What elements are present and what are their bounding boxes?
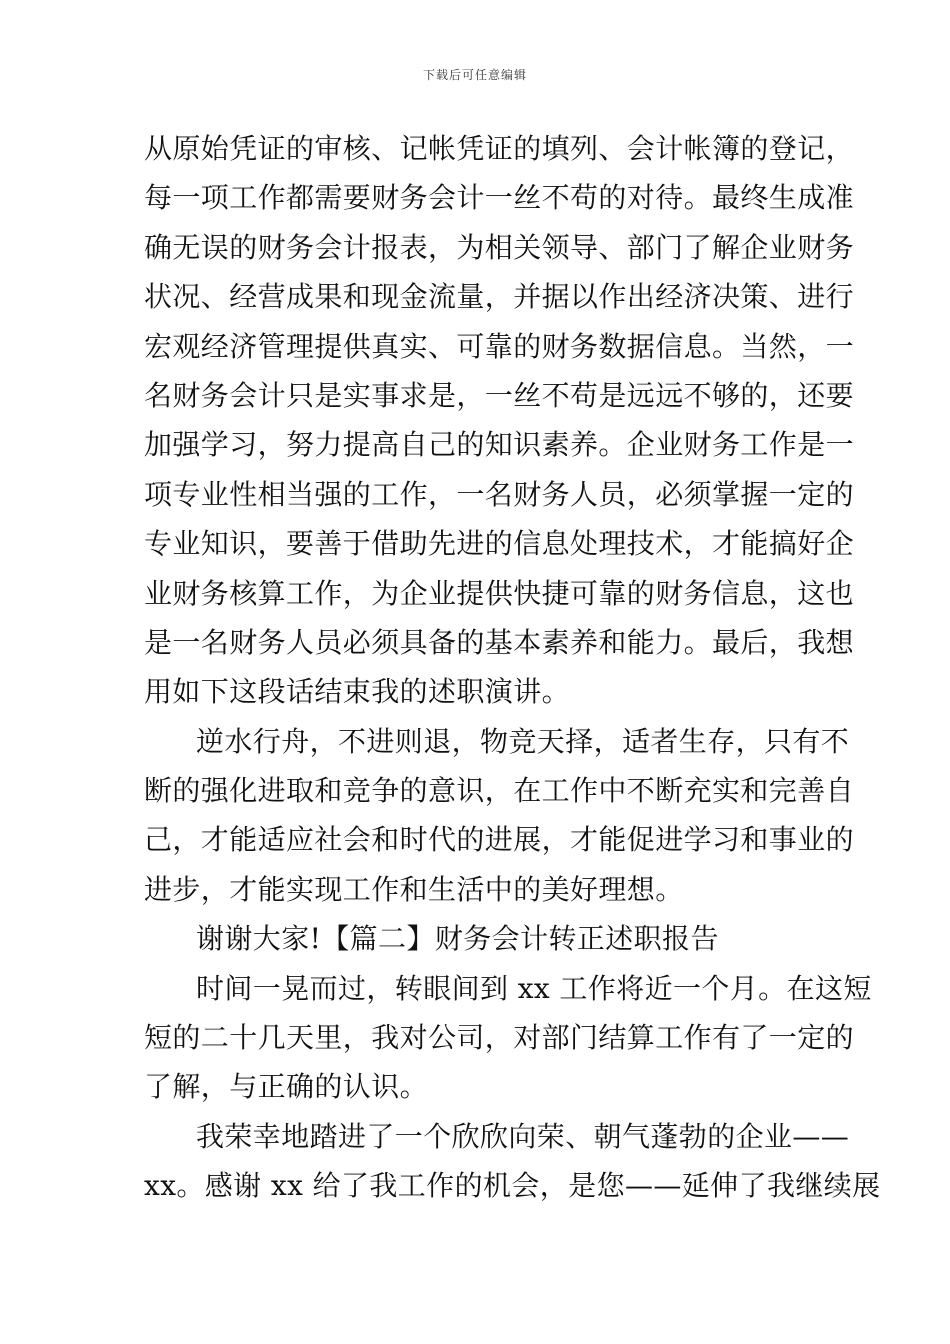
- text-line: 进步，才能实现工作和生活中的美好理想。: [144, 872, 684, 906]
- text-line: 己，才能适应社会和时代的进展，才能促进学习和事业的: [144, 823, 855, 857]
- text-line: 项专业性相当强的工作，一名财务人员，必须掌握一定的: [144, 477, 855, 511]
- text-line: 从原始凭证的审核、记帐凭证的填列、会计帐簿的登记，: [144, 132, 855, 165]
- section-heading-line: 谢谢大家!【篇二】财务会计转正述职报告: [196, 922, 719, 956]
- paragraph-start-line: 我荣幸地踏进了一个欣欣向荣、朝气蓬勃的企业——: [196, 1119, 850, 1153]
- text-line: 加强学习，努力提高自己的知识素养。企业财务工作是一: [144, 428, 855, 462]
- page-header: 下载后可任意编辑: [422, 68, 527, 82]
- text-line: 每一项工作都需要财务会计一丝不苟的对待。最终生成准: [144, 181, 855, 215]
- text-line: 业财务核算工作，为企业提供快捷可靠的财务信息，这也: [144, 576, 855, 610]
- text-line: 短的二十几天里，我对公司，对部门结算工作有了一定的: [144, 1021, 855, 1055]
- text-line: 用如下这段话结束我的述职演讲。: [144, 675, 571, 709]
- document-body: [144, 124, 881, 1211]
- text-line: 了解，与正确的认识。: [144, 1070, 429, 1104]
- paragraph-start-line: 逆水行舟，不进则退，物竞天择，适者生存，只有不: [196, 724, 850, 758]
- text-line: 状况、经营成果和现金流量，并据以作出经济决策、进行: [144, 280, 855, 314]
- text-line: xx。感谢 xx 给了我工作的机会，是您——延伸了我继续展: [144, 1169, 881, 1203]
- text-line: 宏观经济管理提供真实、可靠的财务数据信息。当然，一: [144, 329, 855, 363]
- text-line: 名财务会计只是实事求是，一丝不苟是远远不够的，还要: [144, 378, 855, 412]
- text-line: 确无误的财务会计报表，为相关领导、部门了解企业财务: [144, 230, 855, 264]
- text-line: 专业知识，要善于借助先进的信息处理技术，才能搞好企: [144, 527, 855, 561]
- text-line: 是一名财务人员必须具备的基本素养和能力。最后，我想: [144, 625, 855, 659]
- paragraph-start-line: 时间一晃而过，转眼间到 xx 工作将近一个月。在这短: [196, 971, 872, 1005]
- text-line: 断的强化进取和竞争的意识，在工作中不断充实和完善自: [144, 774, 855, 808]
